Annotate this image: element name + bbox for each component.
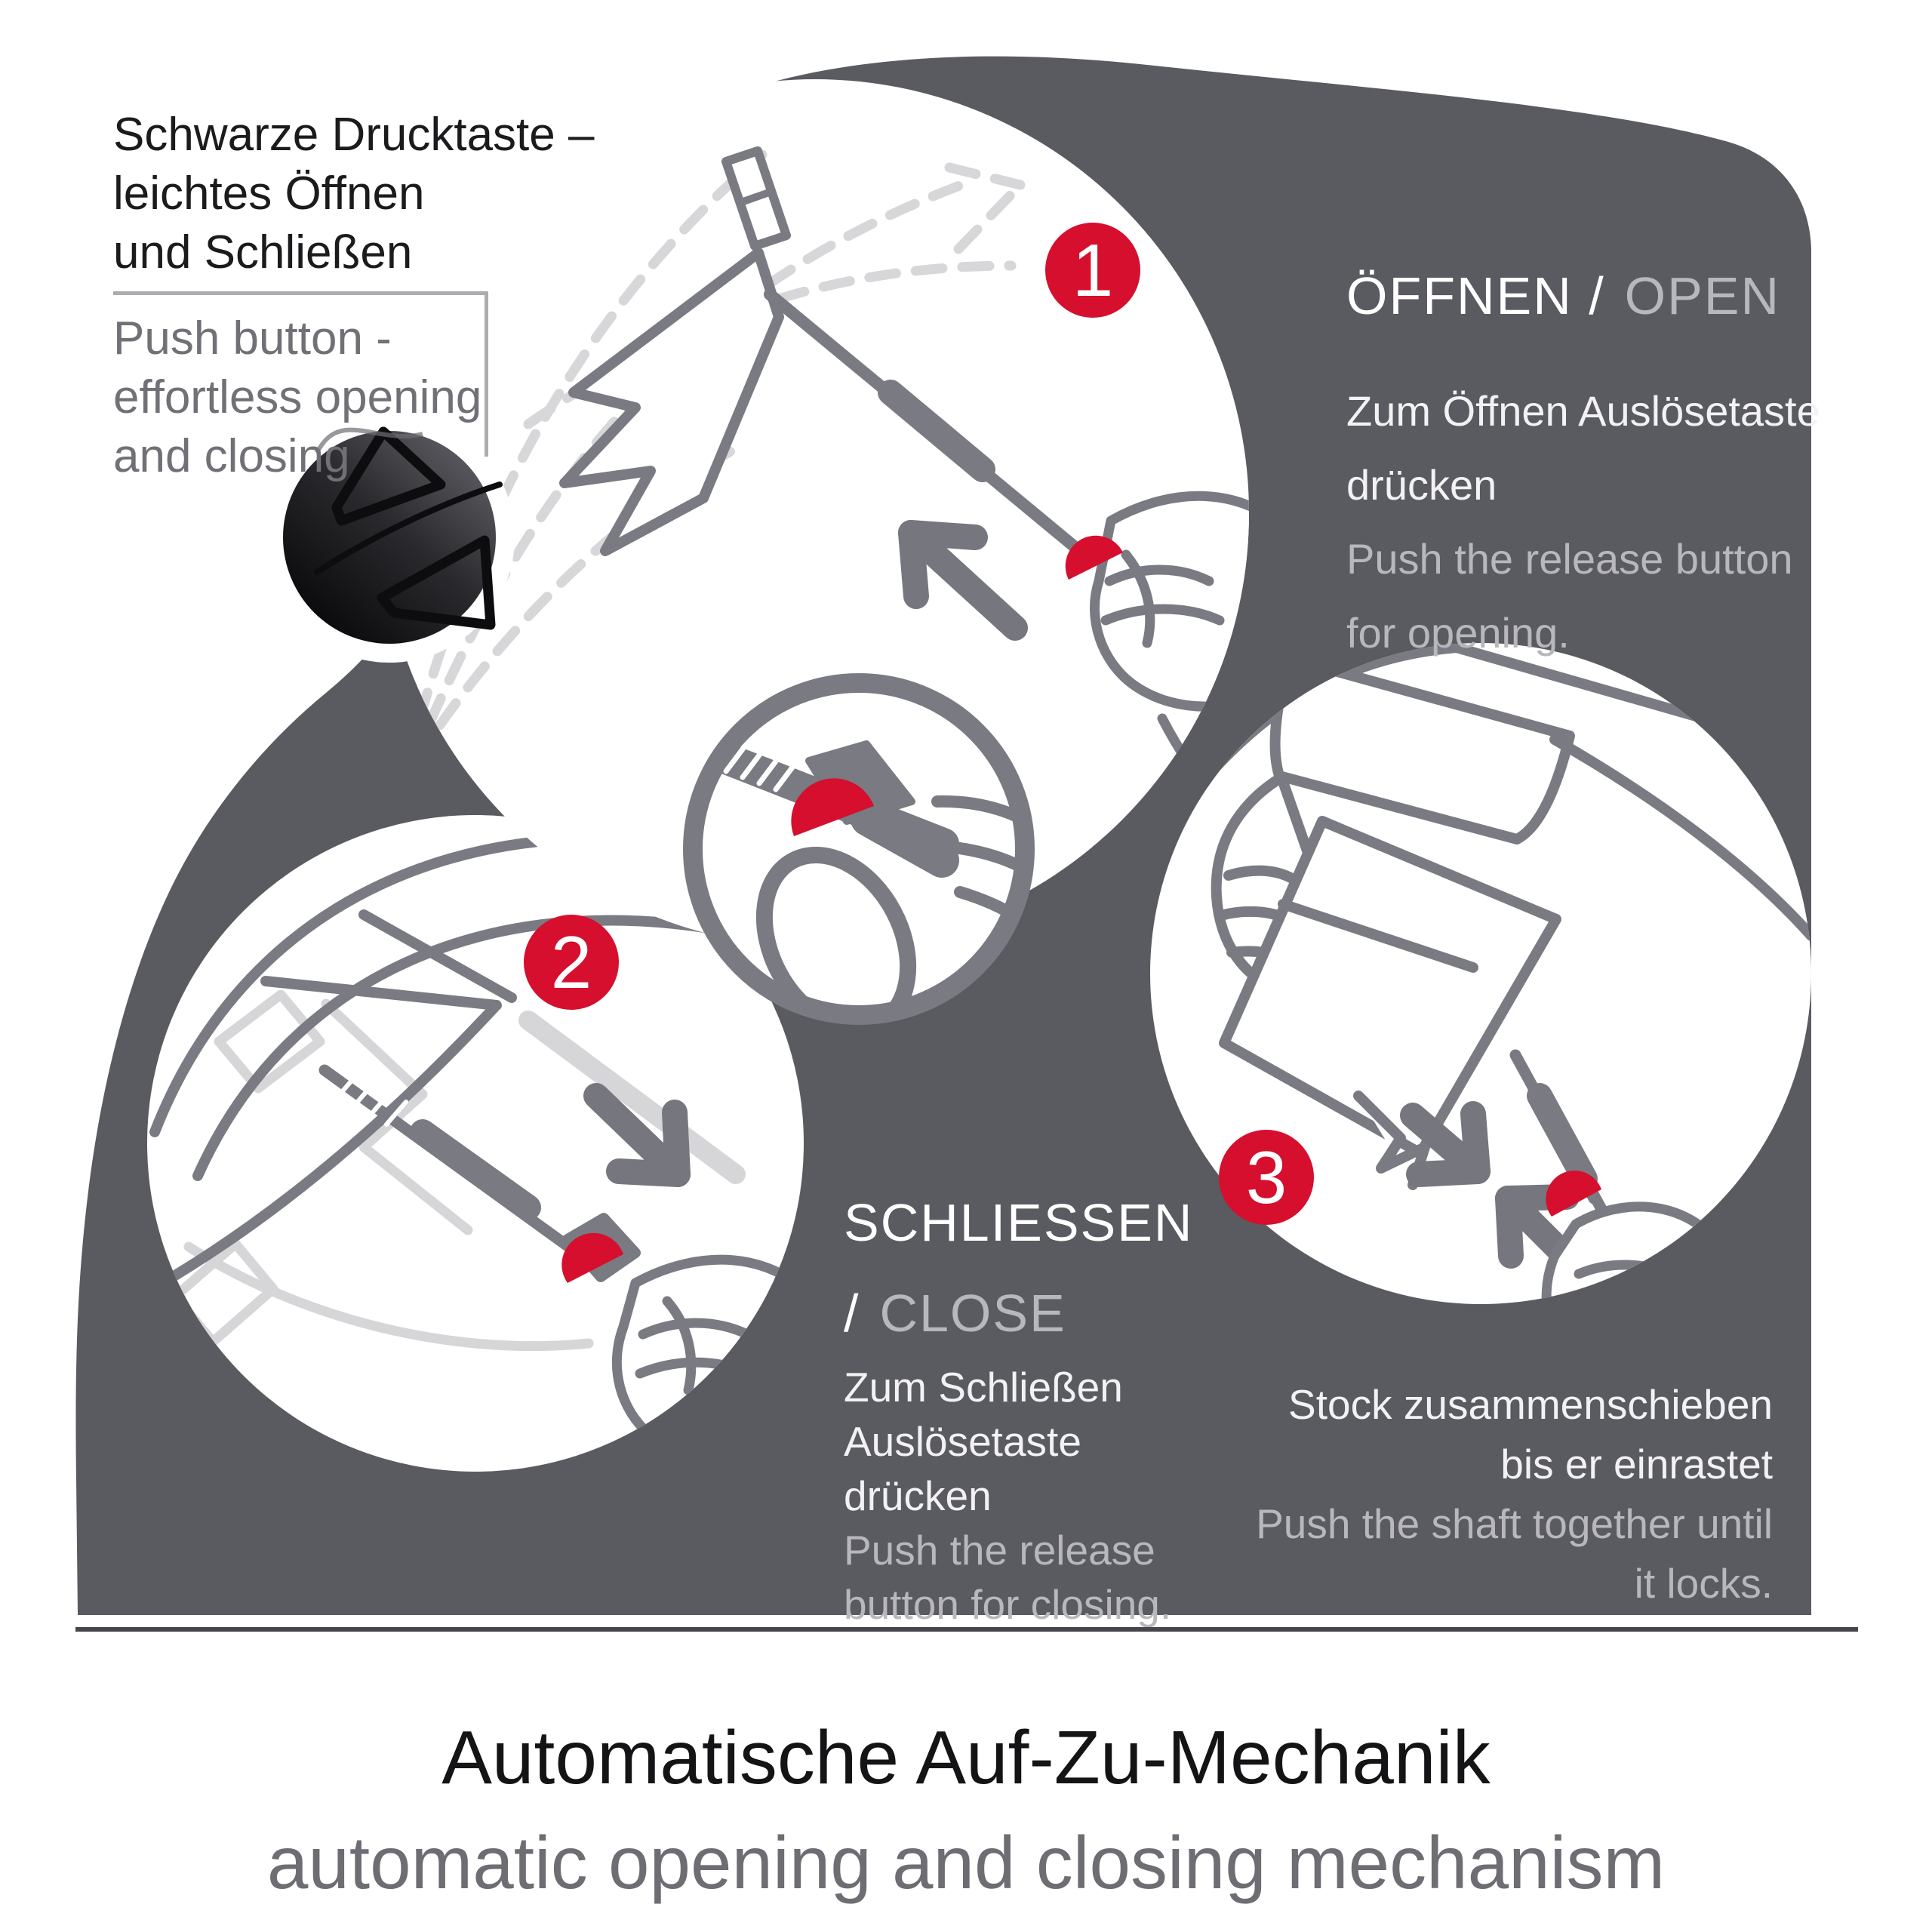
callout-de-line: Schwarze Drucktaste – — [113, 109, 595, 161]
step-2-de-line: Auslösetaste — [844, 1418, 1081, 1465]
callout-de-line: leichtes Öffnen — [113, 168, 425, 220]
step-3-de-line: Stock zusammenschieben — [1288, 1381, 1773, 1428]
callout-de-line: und Schließen — [113, 226, 413, 278]
step-2-title — [844, 1177, 1193, 1358]
callout-en-line: Push button - — [113, 312, 392, 365]
step-1-en-line: Push the release button — [1346, 535, 1793, 583]
step-2-title-en: CLOSE — [879, 1284, 1066, 1343]
step-2-body — [844, 1360, 1171, 1632]
footer-title-german: Automatische Auf-Zu-Mechanik — [441, 1715, 1491, 1800]
footer-title-english: automatic opening and closing mechanism — [266, 1821, 1666, 1904]
step-1-title-en: OPEN — [1624, 266, 1781, 325]
step-2-title-de: SCHLIESSEN — [844, 1193, 1194, 1252]
step-3-body — [1199, 1375, 1773, 1614]
callout-german — [113, 106, 594, 282]
step-1-de-line: Zum Öffnen Auslösetaste — [1346, 387, 1820, 435]
badge-1-number: 1 — [1072, 229, 1114, 312]
step-1-title-de: ÖFFNEN / — [1346, 266, 1605, 325]
badge-1 — [1045, 223, 1140, 318]
step-2-en-line: button for closing. — [844, 1581, 1172, 1628]
step-1-de-line: drücken — [1346, 461, 1497, 509]
step-1-body — [1346, 374, 1820, 670]
step-2-en-line: Push the release — [844, 1527, 1155, 1574]
badge-3 — [1219, 1130, 1314, 1225]
step-3-en-line: it locks. — [1634, 1560, 1773, 1607]
step-3-en-line: Push the shaft together until — [1256, 1500, 1773, 1547]
callout-en-line: effortless opening — [113, 371, 482, 423]
step-3-de-line: bis er einrastet — [1500, 1441, 1773, 1487]
step-2-title-slash: / — [844, 1284, 860, 1343]
step-1-en-line: for opening. — [1346, 609, 1570, 657]
callout-english — [113, 309, 481, 486]
step-1-title — [1346, 266, 1780, 326]
badge-2 — [524, 915, 619, 1010]
footer-divider — [75, 1627, 1858, 1632]
badge-3-number: 3 — [1245, 1136, 1287, 1219]
step-2-de-line: Zum Schließen — [844, 1364, 1123, 1411]
badge-2-number: 2 — [550, 921, 592, 1004]
step-2-de-line: drücken — [844, 1472, 992, 1519]
callout-en-line: and closing — [113, 430, 350, 482]
